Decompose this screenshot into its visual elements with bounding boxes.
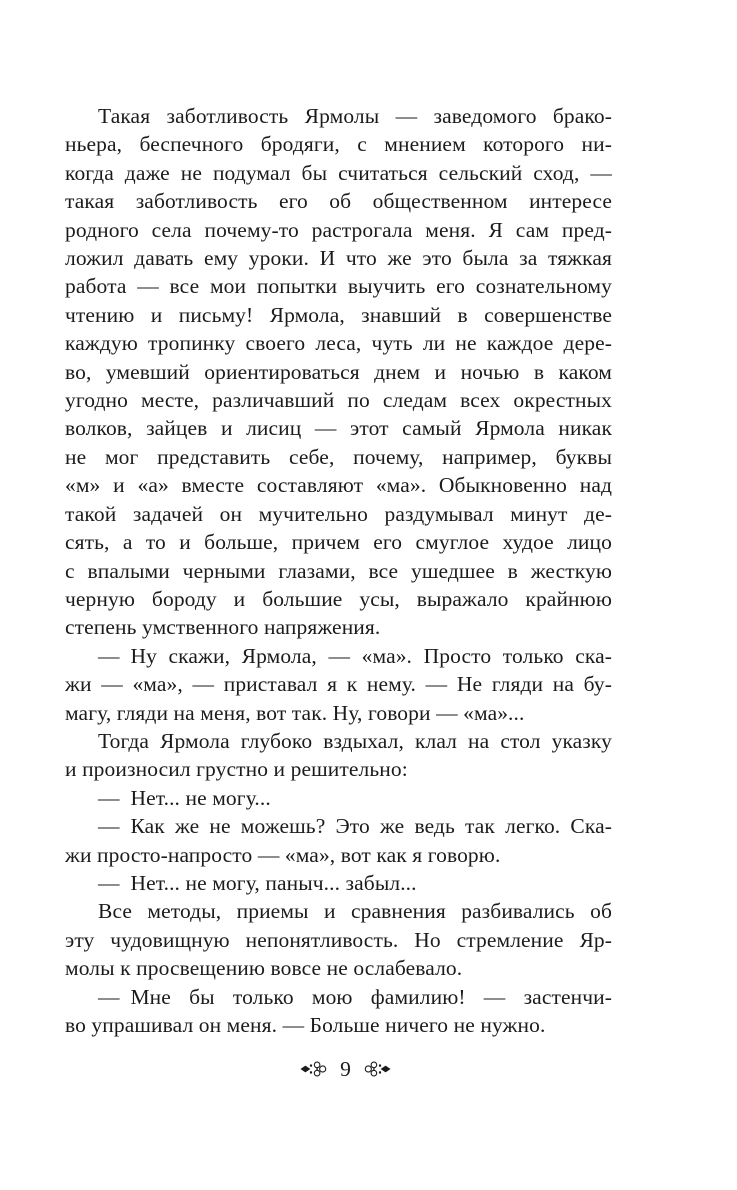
- fleuron-left-icon: [300, 1060, 327, 1078]
- text-line: магу, гляди на меня, вот так. Ну, говори — «ма»...: [65, 700, 525, 725]
- text-line: во упрашивал он меня. — Больше ничего не нужно.: [65, 1013, 546, 1037]
- text-line: Все методы, приемы и сравнения разбивались об: [98, 899, 612, 924]
- text-line: с впалыми черными глазами, все ушедшее в жесткую: [65, 558, 612, 583]
- text-line: каждую тропинку своего леса, чуть ли не каждое дере-: [65, 331, 612, 356]
- text-line: молы к просвещению вовсе не ослабевало.: [65, 956, 463, 981]
- text-line: когда даже не подумал бы считаться сельский сход, —: [65, 160, 612, 185]
- text-line: ньера, беспечного бродяги, с мнением которого ни-: [65, 132, 612, 157]
- text-line: во, умевший ориентироваться днем и ночью в каком: [65, 359, 612, 384]
- text-line: «м» и «а» вместе составляют «ма». Обыкновенно над: [65, 473, 612, 498]
- text-line: — Мне бы только мою фамилию! — застенчи-: [98, 984, 612, 1009]
- text-line: — Нет... не могу, паныч... забыл...: [98, 870, 417, 895]
- text-line: Тогда Ярмола глубоко вздыхал, клал на стол указку: [98, 728, 612, 753]
- text-line: сять, а то и больше, причем его смуглое худое лицо: [65, 530, 612, 555]
- text-line: такой задачей он мучительно раздумывал минут де-: [65, 501, 612, 526]
- text-line: Такая заботливость Ярмолы — заведомого брако-: [98, 104, 612, 128]
- page-text: [65, 102, 612, 1039]
- text-line: и произносил грустно и решительно:: [65, 757, 408, 782]
- text-line: родного села почему-то растрогала меня. Я сам пред-: [65, 217, 612, 242]
- text-line: черную бороду и большие усы, выражало крайнюю: [65, 586, 612, 611]
- text-line: — Ну скажи, Ярмола, — «ма». Просто только ска-: [98, 643, 612, 668]
- text-line: — Как же не можешь? Это же ведь так легко. Ска-: [98, 814, 612, 839]
- text-line: — Нет... не могу...: [98, 785, 271, 810]
- text-line: не мог представить себе, почему, например, буквы: [65, 444, 612, 469]
- text-line: степень умственного напряжения.: [65, 615, 381, 640]
- page-footer: [72, 1054, 619, 1084]
- page-number: 9: [340, 1057, 351, 1081]
- text-line: жи — «ма», — приставал я к нему. — Не гляди на бу-: [65, 672, 612, 697]
- text-line: такая заботливость его об общественном интересе: [65, 189, 612, 214]
- fleuron-right-icon: [364, 1060, 391, 1078]
- text-line: волков, зайцев и лисиц — этот самый Ярмола никак: [65, 416, 612, 441]
- text-line: чтению и письму! Ярмола, знавший в совершенстве: [65, 302, 612, 327]
- text-line: угодно месте, различавший по следам всех окрестных: [65, 388, 612, 413]
- text-line: жи просто-напросто — «ма», вот как я говорю.: [65, 842, 501, 867]
- text-line: ложил давать ему уроки. И что же это была за тяжкая: [65, 246, 612, 271]
- text-line: эту чудовищную непонятливость. Но стремление Яр-: [65, 927, 612, 952]
- text-line: работа — все мои попытки выучить его сознательному: [65, 274, 612, 299]
